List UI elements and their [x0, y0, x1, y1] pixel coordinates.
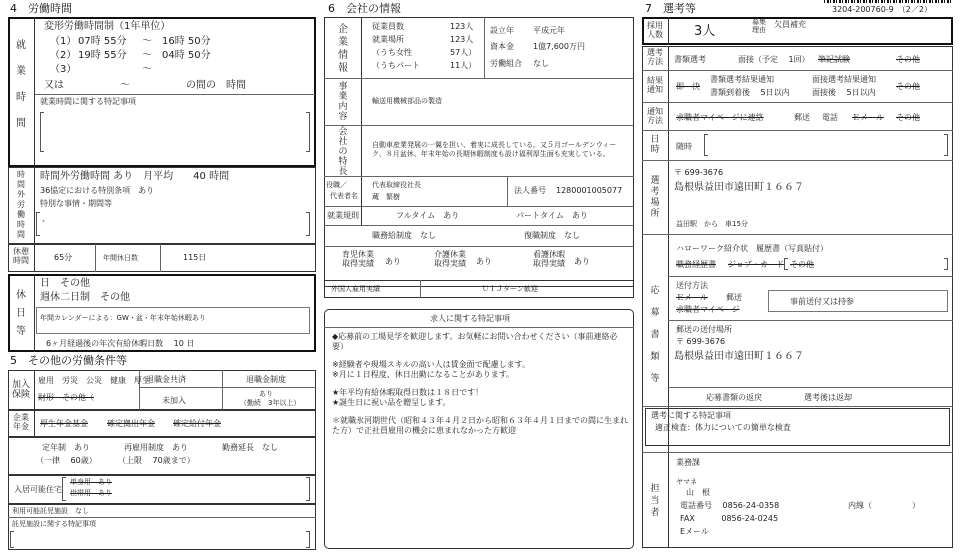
capital-value: 1億7,600万円: [533, 42, 585, 51]
business-value: 輸送用機械部品の製造: [372, 97, 442, 105]
uij-turn: ＵＩＪターン歓迎: [482, 285, 538, 293]
sec4-title: 4 労働時間: [10, 2, 72, 15]
insurance-items: 雇用 労災 公災 健康 厚生: [38, 376, 150, 385]
shift1-end: 16時 50分: [162, 36, 211, 47]
feature-value: 自動車産業発展の一翼を担い、着実に成長している。又５月ゴールデンウィーク、８月盆休、年末年始の長期休暇制度も設け福利厚生面も充実している。: [372, 141, 617, 159]
holiday-calendar: 年間カレンダーによる：GW・盆・年末年始休暇あり: [40, 314, 206, 322]
reason-label: 募集 理由: [752, 18, 766, 34]
break-label: 休憩 時間: [13, 247, 29, 265]
special-notes-title: 求人に関する特記事項: [430, 314, 510, 323]
nursing-leave-label: 介護休業 取得実績: [434, 250, 466, 268]
work-hours-special: 就業時間に関する特記事項: [40, 97, 136, 106]
contact-name: 山 根: [686, 488, 710, 497]
shift1-start: 07時 55分: [78, 36, 127, 47]
founded-value: 平成元年: [533, 26, 565, 35]
hire-value: 3人: [694, 24, 716, 39]
docs-label: 応 募 書 類 等: [650, 286, 660, 384]
return-value: 選考後は返却: [804, 393, 852, 402]
insurance-label: 加入 保険: [11, 380, 30, 400]
send-method: 事前送付又は持参: [790, 297, 854, 306]
contact-dept: 業務課: [676, 458, 700, 467]
date-label: 日 時: [650, 135, 660, 155]
business-label: 事 業 内 容: [338, 82, 348, 122]
rep-name: 蔵 繁樹: [372, 193, 400, 201]
contact-fax: FAX 0856-24-0245: [680, 514, 779, 523]
special-notes: ◆応募前の工場見学を歓迎します。お気軽にお問い合わせください（事前連絡必要） ※経験者や現場スキルの高い人は賃金面で配慮します。 ※月に１日程度、休日出勤になることがあります。 ★年平均有給休暇取得日数は１８日です！ ★誕生日に祝い品を贈呈します。 ＊就職氷河期世代（昭和４３年４月２日から昭和６３年４月１日までの間に生まれた方）で正社員雇用の機会に恵まれなかった方歓迎: [332, 332, 628, 435]
holiday-label: 休 日 等: [16, 290, 26, 337]
hire-label: 採用 人数: [647, 21, 663, 39]
nurse-leave-label: 看護休暇 取得実績: [533, 250, 565, 268]
docs-required: ハローワーク紹介状 履歴書（写真貼付）: [676, 244, 828, 253]
mail-address: 島根県益田市遠田町１６６７: [674, 351, 804, 362]
reason-value: 欠員補充: [774, 20, 806, 29]
sec7-title: 7 選考等: [645, 2, 696, 15]
sec5-title: 5 その他の労働条件等: [10, 354, 127, 367]
contact-tel: 電話番号 0856-24-0358: [680, 501, 780, 510]
overtime-label: 時 間 外 労 働 時 間: [17, 170, 25, 239]
annual-holidays: 115日: [183, 253, 207, 262]
henkei-label: 変形労働時間制（1年単位）: [44, 21, 171, 32]
barcode: [824, 0, 952, 3]
result-label: 結果 通知: [647, 76, 663, 94]
place-address: 島根県益田市遠田町１６６７: [674, 182, 804, 193]
select-special-title: 選考に関する特記事項: [651, 411, 731, 420]
break-value: 65分: [54, 253, 73, 262]
corp-number: 1280001005077: [556, 186, 623, 195]
paid-leave: 6ヶ月経過後の年次有給休暇日数 10 日: [46, 339, 195, 348]
company-info-label: 企 業 情 報: [338, 24, 348, 74]
childcare-leave-label: 育児休業 取得実績: [342, 250, 374, 268]
shift2-end: 04時 50分: [162, 50, 211, 61]
feature-label: 会 社 の 特 長: [338, 127, 348, 177]
employees-value: 123人: [450, 22, 474, 31]
contact-label: 担 当 者: [650, 484, 660, 518]
sec6-title: 6 会社の情報: [328, 2, 401, 15]
work-hours-label: 就 業 時 間: [16, 40, 26, 129]
overtime-value: 時間外労働時間 あり 月平均 40 時間: [40, 171, 230, 182]
select-special-value: 適正検査：体力についての簡単な検査: [655, 423, 791, 432]
method-label: 選考 方法: [647, 48, 663, 66]
place-label: 選 考 場 所: [650, 176, 660, 219]
doc-number: 3204-200760-9 （2／2）: [832, 5, 932, 14]
date-value: 随時: [676, 142, 692, 151]
notify-label: 通知 方法: [647, 107, 663, 125]
shift2-start: 19時 55分: [78, 50, 127, 61]
pension-label: 企業 年金: [13, 413, 29, 431]
